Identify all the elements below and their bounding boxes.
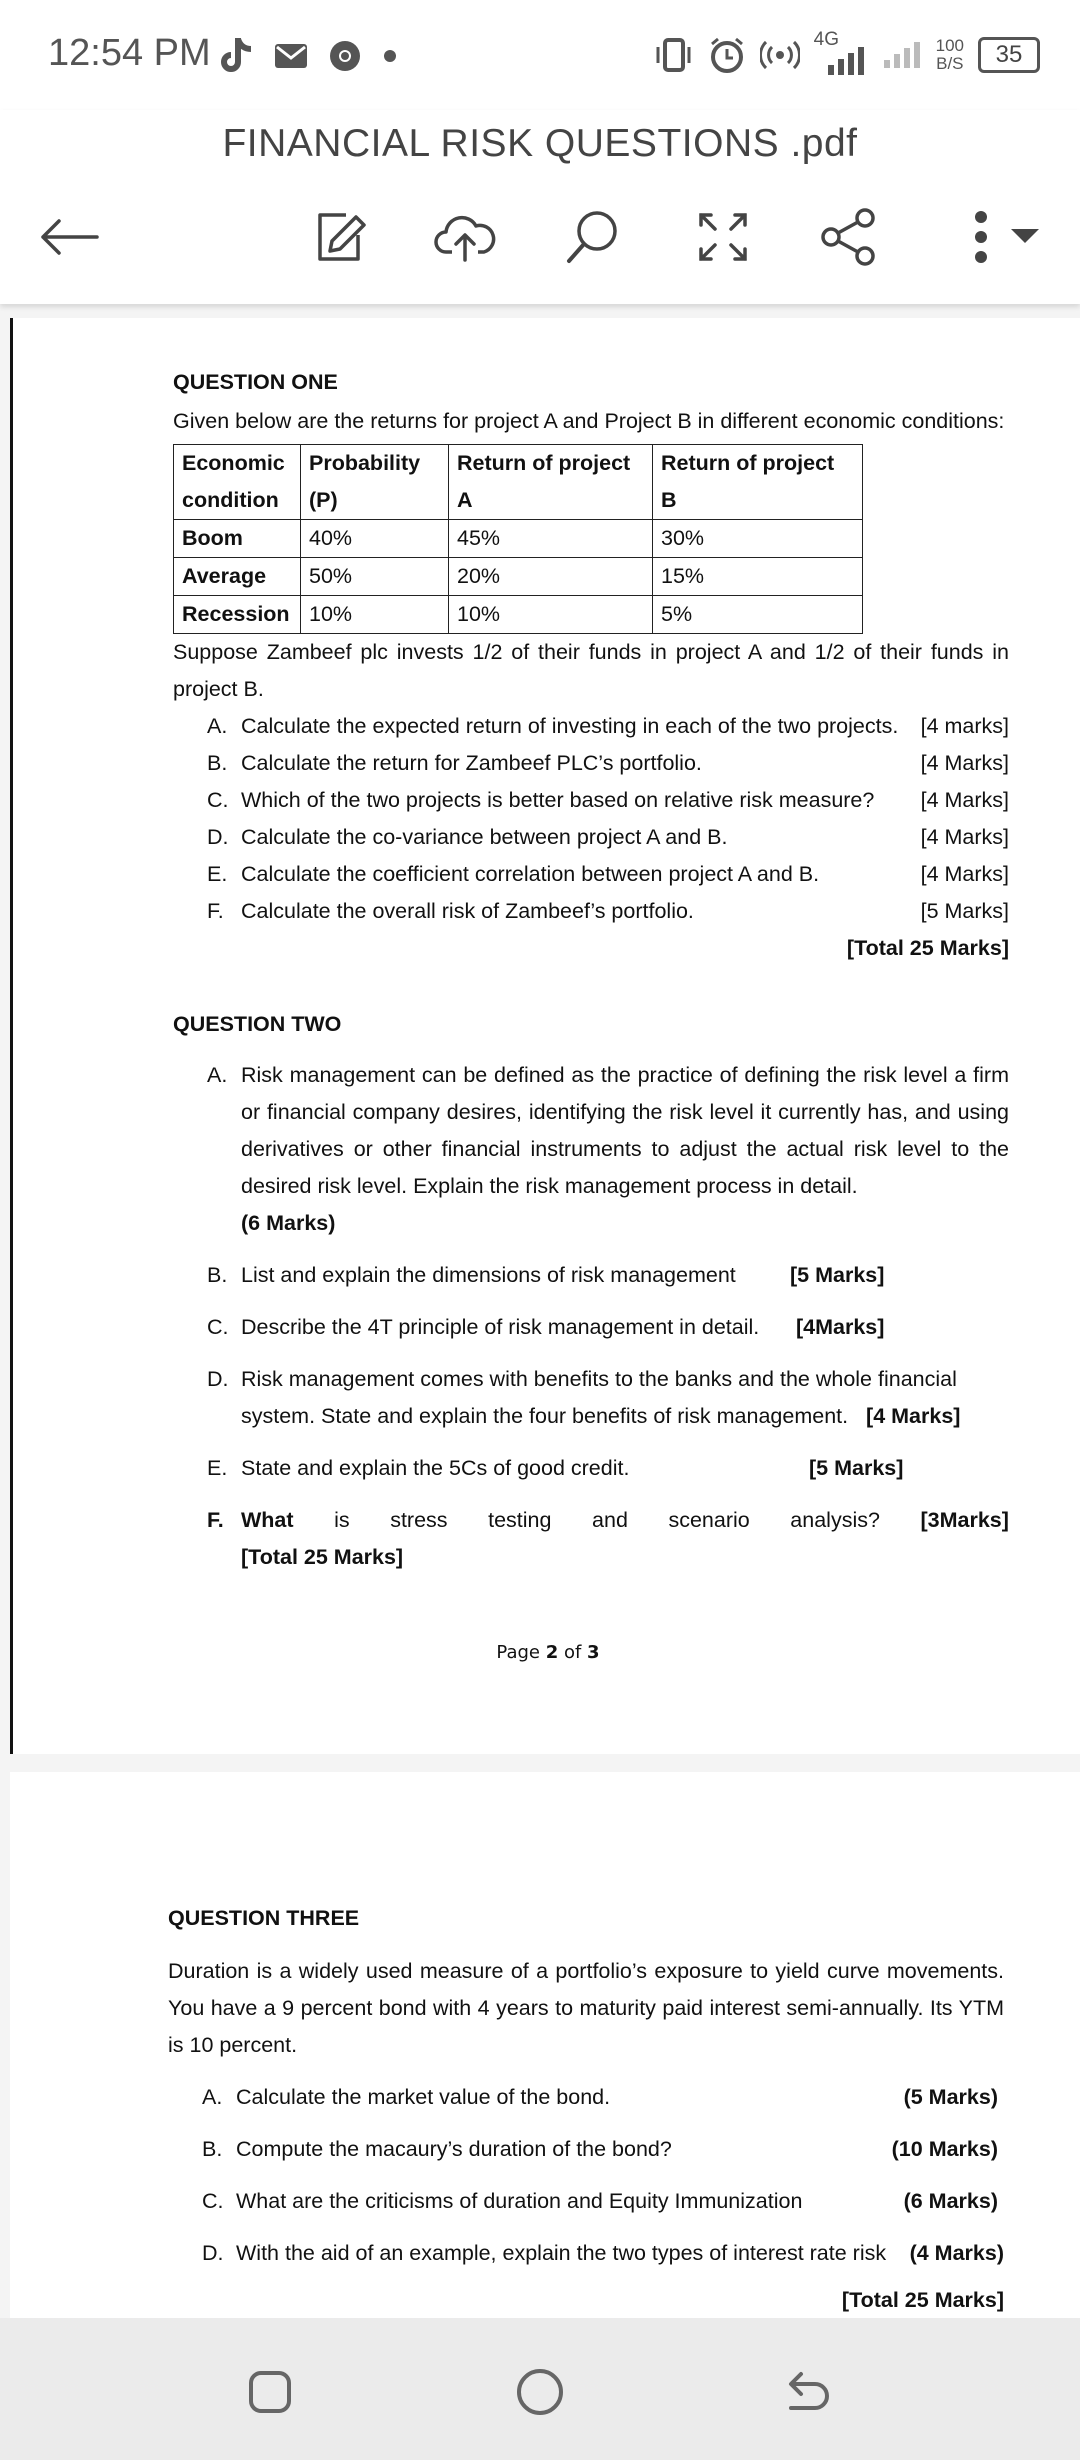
dropdown-button[interactable] [1000,202,1050,272]
back-button[interactable] [34,202,104,272]
question-part: C. Describe the 4T principle of risk management in detail. [4Marks] [207,1315,885,1339]
signal-icon [813,29,870,77]
table-header-cell: Economic condition [174,445,301,520]
document-title: FINANCIAL RISK QUESTIONS .pdf [222,122,858,165]
question-one-intro: Given below are the returns for project A and Project B in different economic conditions: [173,409,1005,433]
question-one [173,364,1009,967]
table-cell: Average [174,558,301,596]
chrome-icon [328,39,362,73]
back-nav-icon [783,2370,833,2414]
question-part: F. Calculate the overall risk of Zambeef’s portfolio. [5 Marks] [207,899,1009,923]
table-cell: Recession [174,596,301,634]
question-three-intro: Duration is a widely used measure of a portfolio’s exposure to yield curve movements. You have a 9 percent bond with 4 years to maturity paid interest semi-annually. Its YTM is 10 percent. [168,1959,1004,2057]
network-type: 4G [813,29,839,50]
table-cell: 40% [301,520,449,558]
more-vertical-icon [971,209,991,265]
question-one-heading: QUESTION ONE [173,370,338,394]
dot-icon [382,48,398,64]
app-header [0,110,1080,304]
net-speed-value: 100 [935,36,964,55]
net-speed [936,37,964,73]
cloud-upload-icon [434,212,496,262]
question-part: F. What is stress testing and scenario analysis? [3Marks] [Total 25 Marks] [173,1502,1009,1576]
table-cell: 45% [449,520,653,558]
question-part: E. State and explain the 5Cs of good credit. [5 Marks] [207,1456,904,1480]
pdf-page[interactable] [10,318,1080,1754]
fullscreen-icon [695,209,751,265]
table-cell: 15% [653,558,863,596]
recent-apps-button[interactable] [240,2362,300,2422]
home-icon [515,2367,565,2417]
table-header-cell: Return of project B [653,445,863,520]
question-two [173,1006,1009,1576]
table-row [174,520,863,558]
fullscreen-button[interactable] [688,202,758,272]
search-button[interactable] [558,202,628,272]
question-part: D. Risk management comes with benefits to the banks and the whole financial system. State and explain the four benefits of risk management. [4 Marks] [207,1367,961,1428]
table-cell: 30% [653,520,863,558]
tiktok-icon [220,36,254,76]
question-part: C. Which of the two projects is better based on relative risk measure? [4 Marks] [207,788,1009,812]
table-row [174,596,863,634]
upload-button[interactable] [430,202,500,272]
question-part: B. Calculate the return for Zambeef PLC’s portfolio. [4 Marks] [207,751,1009,775]
status-bar [0,0,1080,110]
alarm-icon [708,36,746,74]
status-notification-icons [220,32,398,80]
status-time: 12:54 PM [48,32,211,74]
share-icon [819,207,879,267]
table-header-cell: Return of project A [449,445,653,520]
question-part: C. What are the criticisms of duration and Equity Immunization (6 Marks) [202,2189,998,2213]
battery-indicator: 35 [978,37,1040,73]
table-cell: 20% [449,558,653,596]
edit-button[interactable] [305,202,375,272]
table-cell: 50% [301,558,449,596]
question-part: A. Calculate the market value of the bond. (5 Marks) [202,2085,998,2109]
back-arrow-icon [39,217,99,257]
hotspot-icon [760,39,800,71]
mail-icon [274,42,308,70]
table-header-cell: Probability (P) [301,445,449,520]
page-number: Page 2 of 3 [496,1642,600,1663]
question-part: E. Calculate the coefficient correlation between project A and B. [4 Marks] [207,862,1009,886]
question-three [168,1900,1004,2319]
signal-weak-icon [884,40,922,70]
question-three-heading: QUESTION THREE [168,1906,360,1930]
question-one-total: [Total 25 Marks] [846,936,1009,960]
question-part: D. With the aid of an example, explain the two types of interest rate risk (4 Marks) [202,2241,1004,2265]
table-row [174,558,863,596]
table-cell: 10% [301,596,449,634]
question-one-parts [173,708,1009,930]
returns-table [173,444,863,634]
recent-apps-icon [247,2369,293,2415]
table-cell: 10% [449,596,653,634]
question-part: D. Calculate the co-variance between project A and B. [4 Marks] [207,825,1009,849]
net-speed-unit: B/S [936,54,964,73]
back-nav-button[interactable] [778,2362,838,2422]
question-part: A. Calculate the expected return of investing in each of the two projects. [4 marks] [207,714,1009,738]
share-button[interactable] [814,202,884,272]
question-two-heading: QUESTION TWO [173,1012,342,1036]
question-part: B. Compute the macaury’s duration of the bond? (10 Marks) [202,2137,998,2161]
pdf-page[interactable] [10,1772,1080,2318]
question-one-scenario: Suppose Zambeef plc invests 1/2 of their funds in project A and 1/2 of their funds in project B. [173,640,1009,701]
home-button[interactable] [510,2362,570,2422]
table-header-row [174,445,863,520]
question-three-total: [Total 25 Marks] [841,2288,1004,2312]
system-nav-bar [0,2318,1080,2460]
search-icon [563,207,623,267]
question-two-total: [Total 25 Marks] [241,1545,404,1569]
edit-icon [312,209,368,265]
question-part: A. Risk management can be defined as the practice of defining the risk level a firm or financial company desires, identifying the risk level it currently has, and using derivatives or other financial instruments to adjust the actual risk level to the desired risk level. Explain the risk management process in detail. (6 Marks) [207,1063,1009,1235]
table-cell: Boom [174,520,301,558]
vibrate-icon [654,37,694,73]
dropdown-caret-icon [1011,229,1039,245]
table-cell: 5% [653,596,863,634]
question-part: B. List and explain the dimensions of risk management [5 Marks] [207,1263,885,1287]
status-system-icons [654,30,1040,80]
